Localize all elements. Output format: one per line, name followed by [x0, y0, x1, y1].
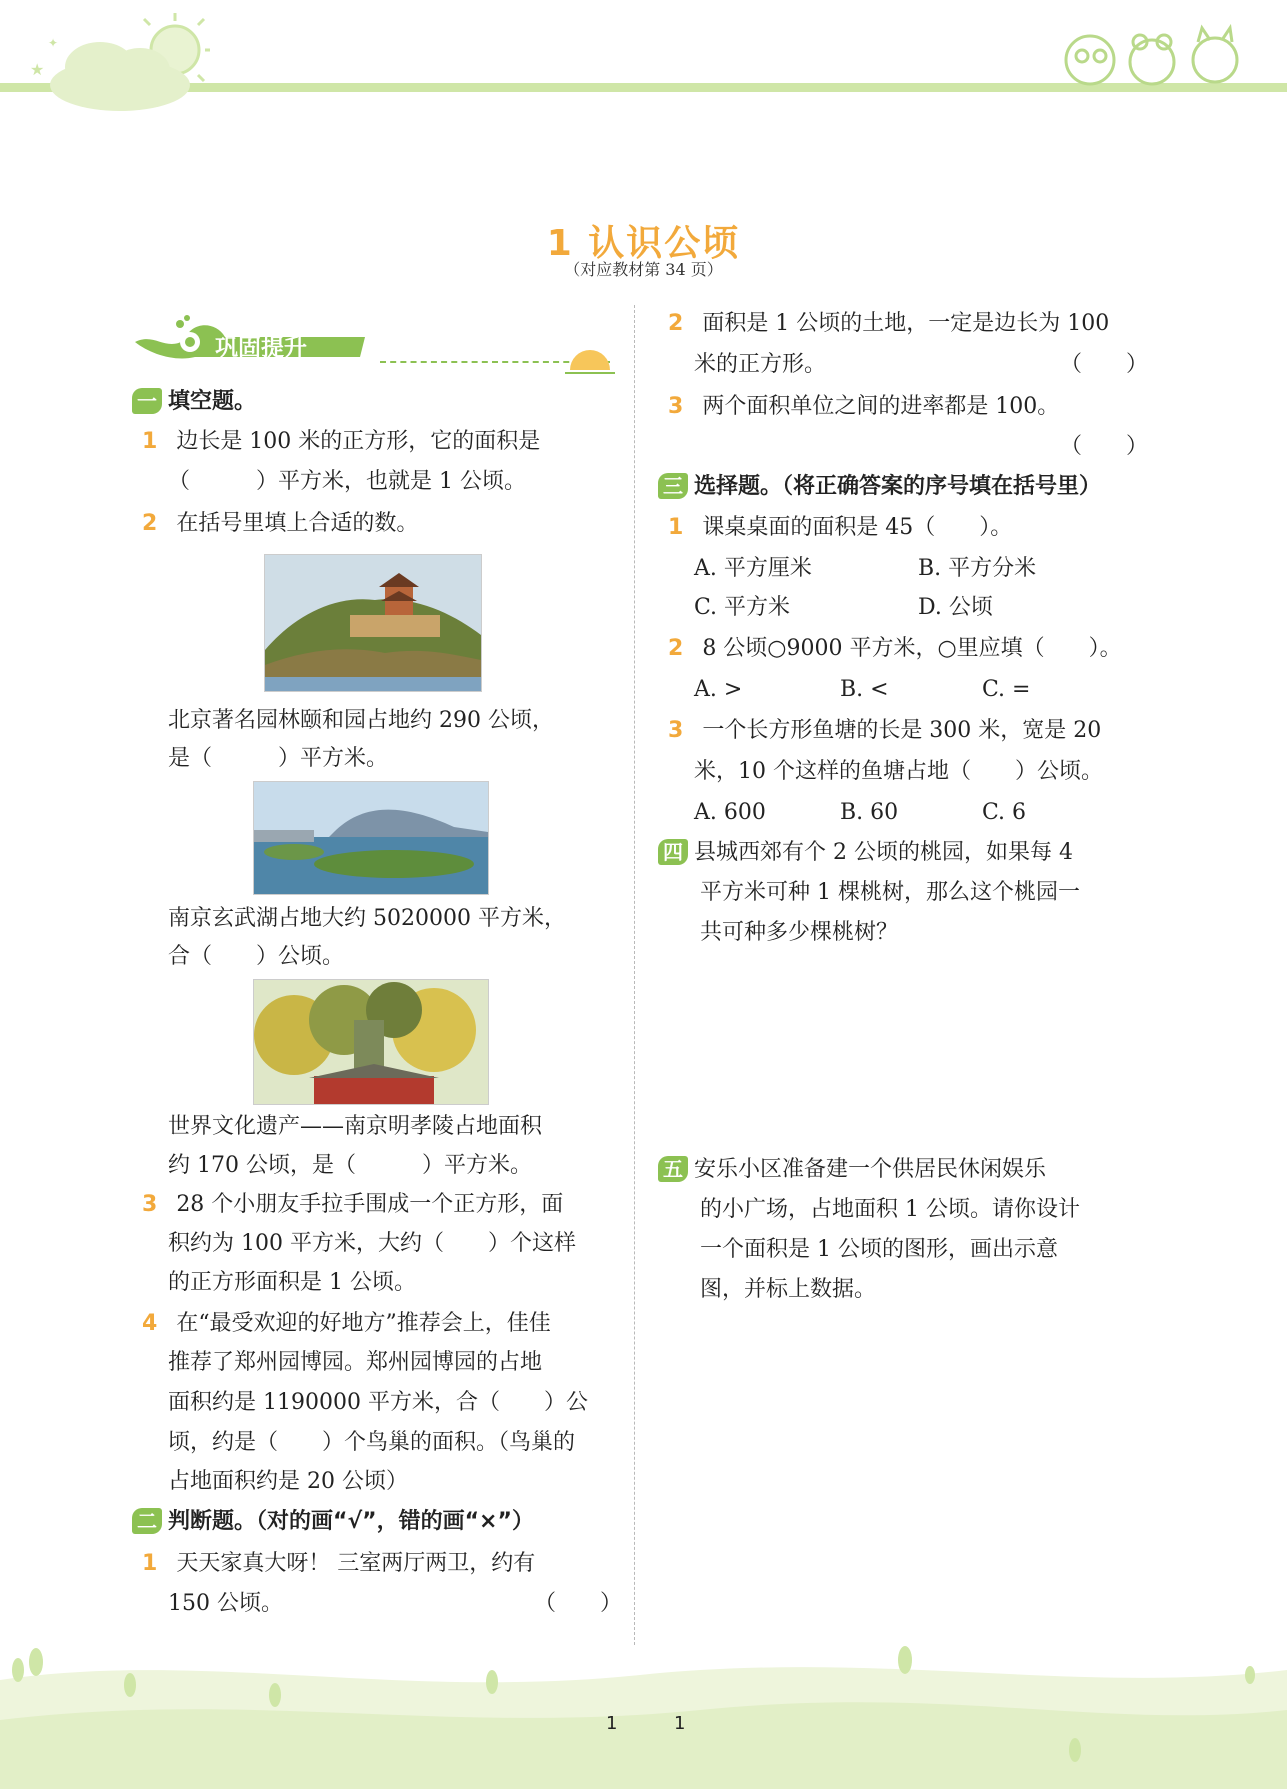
option-c: C. =	[982, 677, 1031, 702]
question-text: 约 170 公顷，是（ ）平方米。	[168, 1153, 532, 1178]
question-text: 共可种多少棵桃树？	[700, 920, 899, 945]
section-title: 填空题。	[168, 389, 257, 414]
section-word-problem-5	[658, 1155, 1046, 1185]
judge-3	[668, 392, 1059, 422]
judge-2	[668, 309, 1109, 339]
ming-xiaoling-photo	[253, 979, 489, 1105]
banner-label: 巩固提升	[215, 335, 307, 361]
question-text: 天天家真大呀！ 三室两厅两卫，约有	[176, 1551, 536, 1576]
question-text: 面积约是 1190000 平方米，合（ ）公	[168, 1390, 588, 1415]
question-3	[142, 1190, 563, 1220]
animals-decoration	[1060, 20, 1260, 90]
question-number: 2	[668, 311, 684, 336]
option-c: C. 6	[982, 800, 1027, 825]
question-text: 8 公顷○9000 平方米，○里应填（ ）。	[702, 636, 1122, 661]
question-2	[142, 509, 418, 539]
question-number: 3	[142, 1192, 158, 1217]
answer-paren: （ ）	[1060, 352, 1149, 377]
section-badge: 三	[658, 473, 688, 499]
question-number: 2	[142, 511, 158, 536]
section-choice	[658, 472, 1101, 502]
option-c: C. 平方米	[694, 595, 791, 620]
option-a: A. 平方厘米	[694, 556, 812, 581]
question-text: 是（ ）平方米。	[168, 746, 389, 771]
question-text: 安乐小区准备建一个供居民休闲娱乐	[694, 1157, 1047, 1182]
cloud-sun-decoration	[20, 5, 210, 115]
question-text: 的小广场，占地面积 1 公顷。请你设计	[700, 1197, 1080, 1222]
page-subtitle: （对应教材第 34 页）	[564, 260, 723, 279]
section-title: 选择题。（将正确答案的序号填在括号里）	[694, 474, 1102, 499]
question-text: 世界文化遗产——南京明孝陵占地面积	[168, 1114, 543, 1139]
question-text: 一个面积是 1 公顷的图形，画出示意	[700, 1237, 1058, 1262]
question-text: 28 个小朋友手拉手围成一个正方形，面	[176, 1192, 564, 1217]
question-text: 的正方形面积是 1 公顷。	[168, 1270, 416, 1295]
question-text: 顷，约是（ ）个鸟巢的面积。（鸟巢的	[168, 1430, 576, 1455]
choice-3	[668, 716, 1101, 746]
page-title: 1 认识公顷	[546, 223, 741, 264]
question-text: 在括号里填上合适的数。	[176, 511, 419, 536]
option-b: B. 平方分米	[918, 556, 1037, 581]
question-4	[142, 1309, 551, 1339]
question-text: 边长是 100 米的正方形，它的面积是	[176, 429, 541, 454]
choice-2	[668, 634, 1122, 664]
option-d: D. 公顷	[918, 595, 993, 620]
judge-1	[142, 1549, 535, 1579]
svg-text:★: ★	[30, 60, 45, 79]
question-text: 一个长方形鱼塘的长是 300 米，宽是 20	[702, 718, 1102, 743]
section-badge: 二	[132, 1508, 162, 1534]
xuanwu-lake-photo	[253, 781, 489, 895]
section-word-problem-4	[658, 838, 1073, 868]
question-text: 面积是 1 公顷的土地，一定是边长为 100	[702, 311, 1110, 336]
question-text: 两个面积单位之间的进率都是 100。	[702, 394, 1060, 419]
option-b: B. <	[840, 677, 889, 702]
question-text: 米，10 个这样的鱼塘占地（ ）公顷。	[694, 759, 1103, 784]
question-1	[142, 427, 540, 457]
section-title: 判断题。（对的画“√”，错的画“×”）	[168, 1509, 534, 1534]
question-text: 积约为 100 平方米，大约（ ）个这样	[168, 1231, 576, 1256]
svg-text:✦: ✦	[48, 36, 59, 50]
column-divider	[634, 305, 635, 1645]
section-badge: 五	[658, 1156, 688, 1182]
option-b: B. 60	[840, 800, 899, 825]
question-number: 1	[668, 515, 684, 540]
question-number: 1	[142, 429, 158, 454]
question-text: 占地面积约是 20 公顷）	[168, 1469, 408, 1494]
question-text: 合（ ）公顷。	[168, 944, 345, 969]
question-text: （ ）平方米，也就是 1 公顷。	[168, 469, 526, 494]
question-text: 米的正方形。	[694, 352, 827, 377]
page-number-right: 1	[674, 1713, 686, 1734]
question-text: 图，并标上数据。	[700, 1277, 877, 1302]
answer-paren: （ ）	[1060, 434, 1149, 459]
question-number: 1	[142, 1551, 158, 1576]
question-text: 北京著名园林颐和园占地约 290 公顷，	[168, 708, 554, 733]
footer-hills-decoration	[0, 1640, 1287, 1789]
question-text: 课桌桌面的面积是 45（ ）。	[702, 515, 1013, 540]
question-number: 3	[668, 394, 684, 419]
section-badge: 一	[132, 388, 162, 414]
choice-1	[668, 513, 1012, 543]
question-number: 4	[142, 1311, 158, 1336]
question-text: 推荐了郑州园博园。郑州园博园的占地	[168, 1350, 543, 1375]
question-text: 南京玄武湖占地大约 5020000 平方米，	[168, 906, 566, 931]
page-number-left: 1	[606, 1713, 618, 1734]
question-number: 2	[668, 636, 684, 661]
question-number: 3	[668, 718, 684, 743]
sun-icon	[565, 340, 615, 380]
section-true-false	[132, 1507, 534, 1537]
question-text: 平方米可种 1 棵桃树，那么这个桃园一	[700, 880, 1080, 905]
question-text: 150 公顷。	[168, 1591, 283, 1616]
section-badge: 四	[658, 839, 688, 865]
section-fill-blank	[132, 387, 256, 417]
answer-paren: （ ）	[534, 1591, 623, 1616]
option-a: A. 600	[694, 800, 766, 825]
question-text: 县城西郊有个 2 公顷的桃园，如果每 4	[694, 840, 1073, 865]
option-a: A. >	[694, 677, 743, 702]
question-text: 在“最受欢迎的好地方”推荐会上，佳佳	[176, 1311, 551, 1336]
summer-palace-photo	[264, 554, 482, 692]
